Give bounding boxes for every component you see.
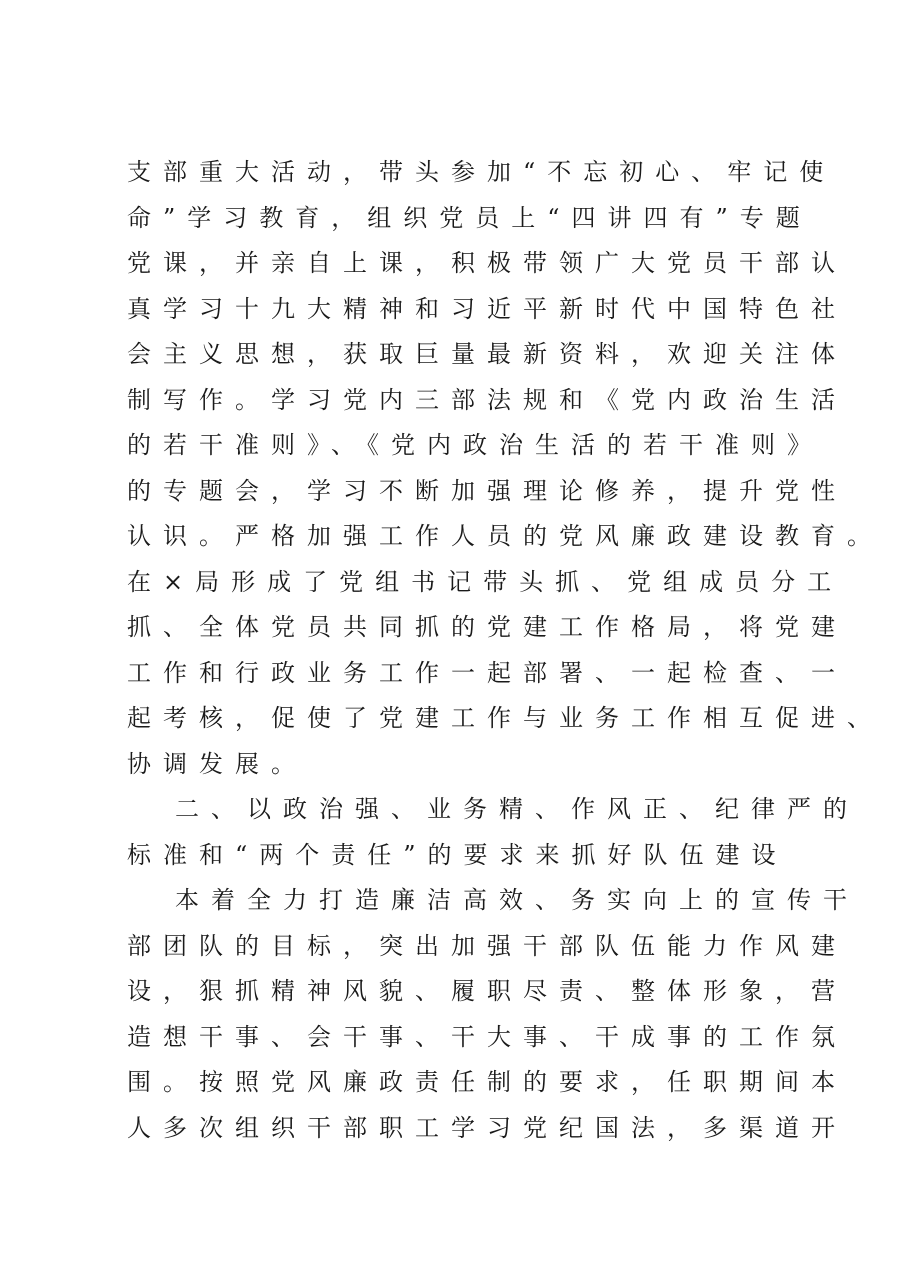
text-line: 的专题会，学习不断加强理论修养，提升党性 [127,476,847,505]
text-line: 党课，并亲自上课，积极带领广大党员干部认 [127,249,847,277]
text-line: 会主义思想，获取巨量最新资料，欢迎关注体 [127,340,847,368]
text-line: 抓、全体党员共同抓的党建工作格局，将党建 [127,613,847,641]
text-line: 本着全力打造廉洁高效、务实向上的宣传干 [175,886,859,914]
text-line: 真学习十九大精神和习近平新时代中国特色社 [127,294,847,323]
text-line: 工作和行政业务工作一起部署、一起检查、一 [127,658,847,687]
text-line: 在×局形成了党组书记带头抓、党组成员分工 [127,567,844,596]
text-line: 起考核，促使了党建工作与业务工作相互促进、 [127,704,883,732]
text-line: 部团队的目标，突出加强干部队伍能力作风建 [127,931,847,960]
text-line: 命”学习教育，组织党员上“四讲四有”专题 [127,203,812,232]
section-heading-line: 标准和“两个责任”的要求来抓好队伍建设 [127,840,788,869]
section-heading-line: 二、以政治强、业务精、作风正、纪律严的 [175,795,859,823]
body-text [127,150,883,1151]
text-line: 支部重大活动，带头参加“不忘初心、牢记使 [127,158,836,186]
text-line: 协调发展。 [127,749,307,778]
text-line: 设，狠抓精神风貌、履职尽责、整体形象，营 [127,977,847,1005]
text-line: 围。按照党风廉政责任制的要求，任职期间本 [127,1068,847,1096]
text-line: 人多次组织干部职工学习党纪国法，多渠道开 [127,1113,847,1142]
text-line: 造想干事、会干事、干大事、干成事的工作氛 [127,1022,847,1051]
text-line: 认识。严格加强工作人员的党风廉政建设教育。 [127,522,883,550]
text-line: 制写作。学习党内三部法规和《党内政治生活 [127,385,847,414]
text-line: 的若干准则》、《党内政治生活的若干准则》 [127,431,823,459]
